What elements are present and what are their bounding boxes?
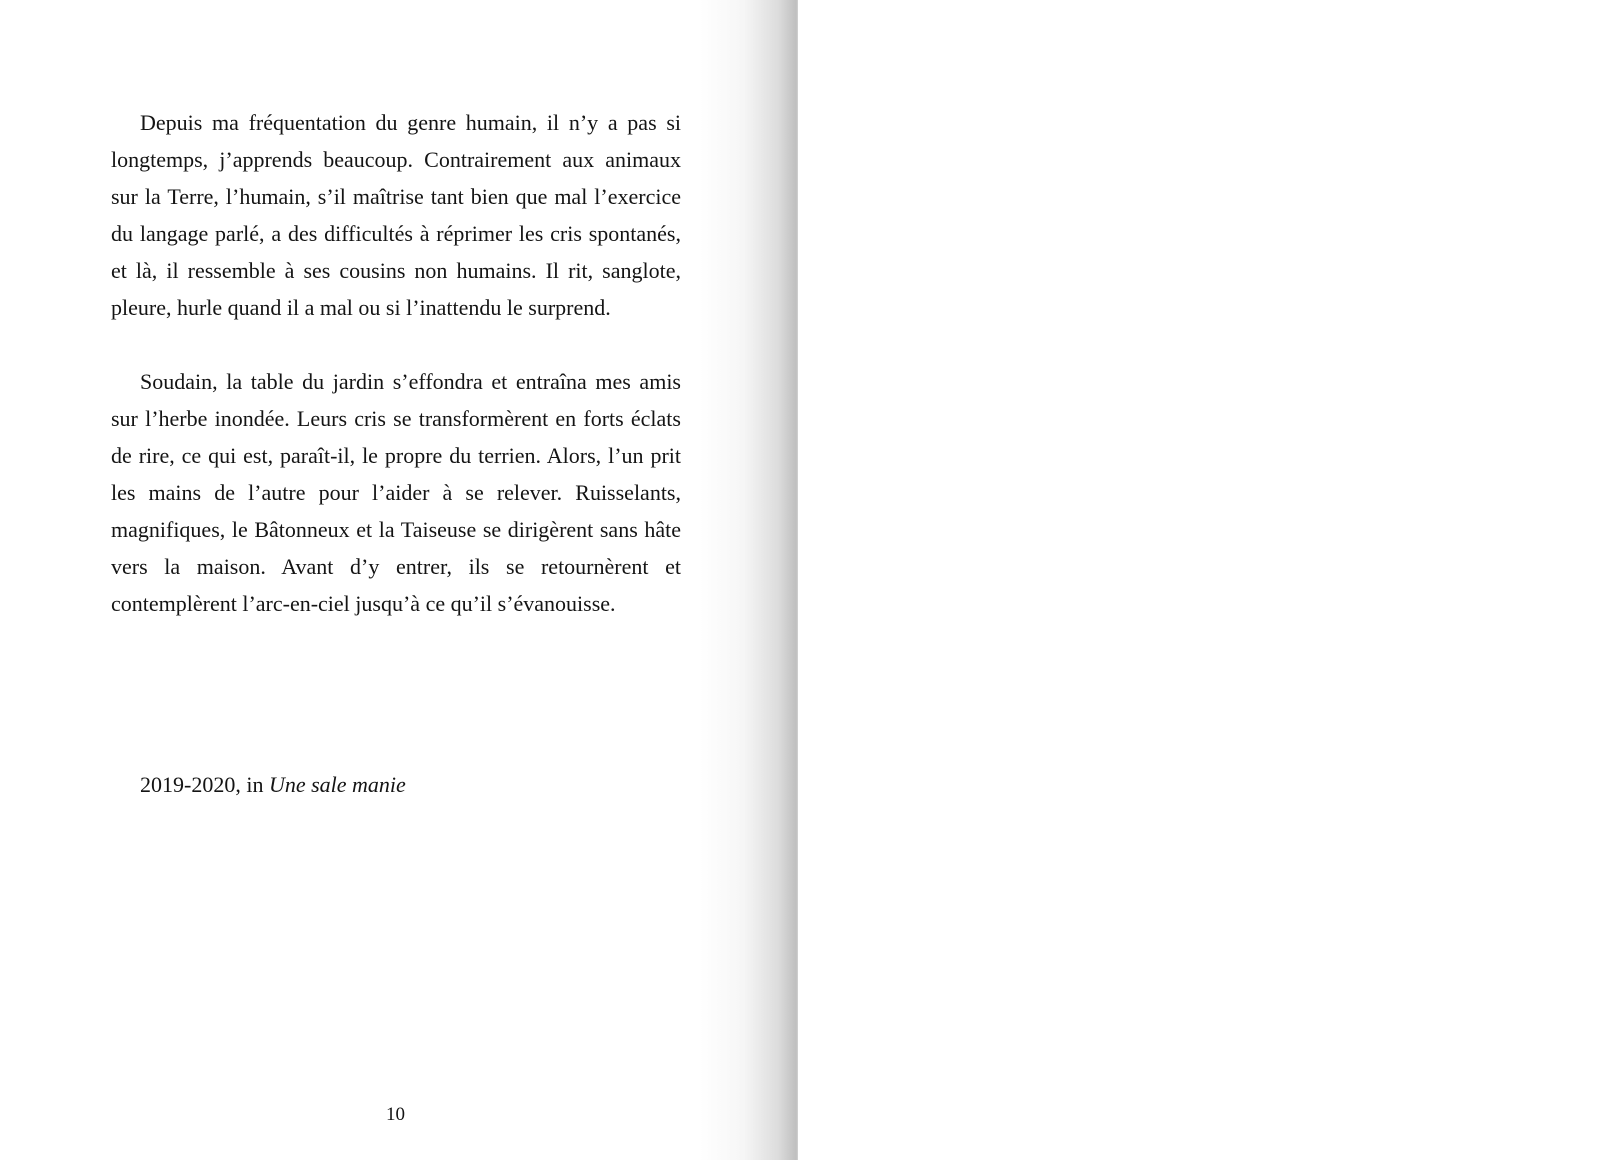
page-fold — [796, 0, 798, 1160]
source-title: Une sale manie — [268, 772, 406, 797]
page-number: 10 — [386, 1104, 405, 1125]
body-text — [111, 104, 681, 622]
gutter-shadow — [700, 0, 798, 1160]
left-page — [0, 0, 798, 1160]
right-page — [800, 0, 1600, 1160]
source-citation — [140, 770, 406, 800]
paragraph-1: Depuis ma fréquentation du genre humain, il n’y a pas si longtemps, j’apprends beaucoup. Contrairement aux animaux sur la Terre, l’humain, s’il maîtrise tant bien que mal l’exercice du langage parlé, a des difficultés à réprimer les cris spontanés, et là, il ressemble à ses cousins non humains. Il rit, sanglote, pleure, hurle quand il a mal ou si l’inattendu le surprend. — [111, 110, 681, 320]
source-prefix: 2019-2020, in — [140, 772, 269, 797]
paragraph-2: Soudain, la table du jardin s’effondra et entraîna mes amis sur l’herbe inondée. Leurs cris se transformèrent en forts éclats de rire, ce qui est, paraît-il, le propre du terrien. Alors, l’un prit les mains de l’autre pour l’aider à se relever. Ruisselants, magnifiques, le Bâtonneux et la Taiseuse se dirigèrent sans hâte vers la maison. Avant d’y entrer, ils se retournèrent et contemplèrent l’arc-en-ciel jusqu’à ce qu’il s’évanouisse. — [111, 369, 681, 616]
